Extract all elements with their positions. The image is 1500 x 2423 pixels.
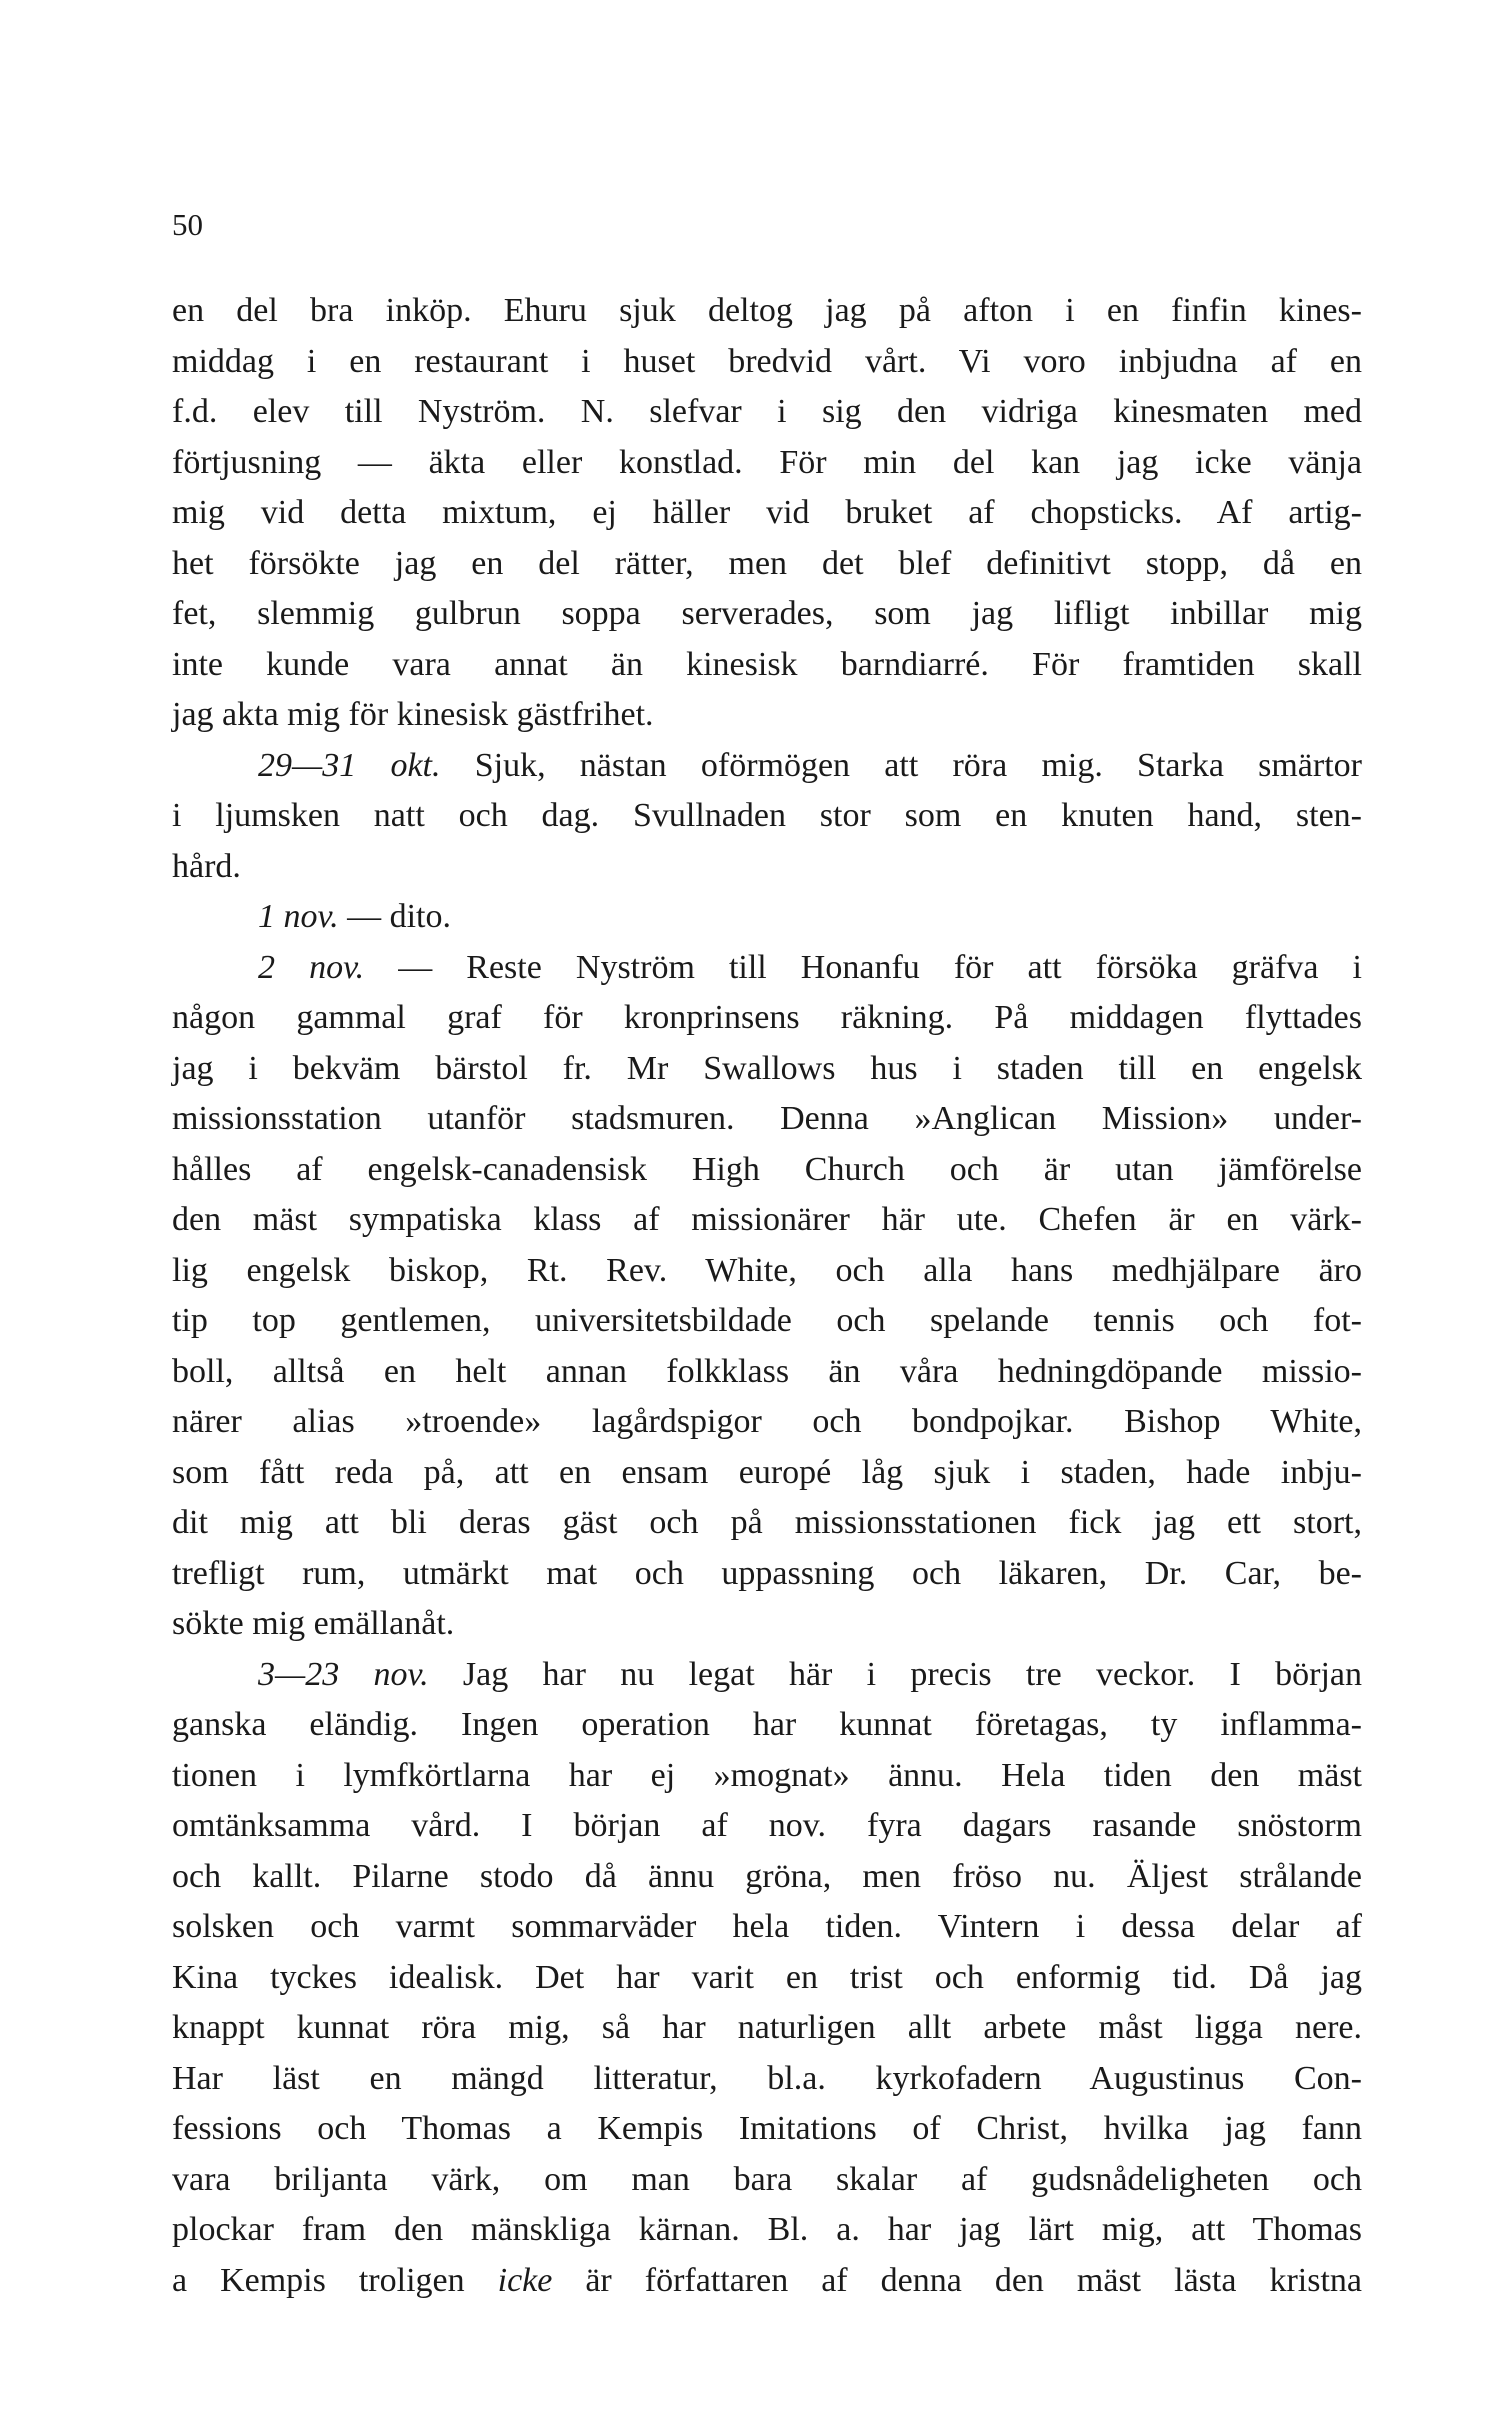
text-line: sökte mig emällanåt. bbox=[172, 1605, 455, 1642]
entry-line: 29—31 okt. Sjuk, nästan oförmögen att röra mig. Starka smärtor bbox=[258, 746, 1362, 784]
text-line: fet, slemmig gulbrun soppa serverades, som jag lifligt inbillar mig bbox=[172, 595, 1362, 632]
text-line: tip top gentlemen, universitetsbildade och spelande tennis och fot- bbox=[172, 1302, 1362, 1339]
text-line: en del bra inköp. Ehuru sjuk deltog jag på afton i en finfin kines- bbox=[172, 292, 1362, 329]
text-line: vara briljanta värk, om man bara skalar af gudsnådeligheten och bbox=[172, 2160, 1362, 2198]
body-text bbox=[172, 286, 1362, 2306]
entry-date: 29—31 okt. bbox=[258, 746, 441, 784]
text-line: missionsstation utanför stadsmuren. Denna »Anglican Mission» under- bbox=[172, 1100, 1362, 1137]
text-line: fessions och Thomas a Kempis Imitations of Christ, hvilka jag fann bbox=[172, 2110, 1362, 2147]
text-line: het försökte jag en del rätter, men det blef definitivt stopp, då en bbox=[172, 544, 1362, 582]
entry-date: 2 nov. bbox=[258, 948, 365, 986]
entry-line: 2 nov. — Reste Nyström till Honanfu för att försöka gräfva i bbox=[258, 948, 1362, 986]
entry-date: 1 nov. bbox=[258, 898, 339, 935]
text-line: solsken och varmt sommarväder hela tiden. Vintern i dessa delar af bbox=[172, 1908, 1362, 1945]
text-line: inte kunde vara annat än kinesisk barndiarré. För framtiden skall bbox=[172, 645, 1362, 683]
text-line: dit mig att bli deras gäst och på missionsstationen fick jag ett stort, bbox=[172, 1504, 1362, 1541]
text-line: middag i en restaurant i huset bredvid vårt. Vi voro inbjudna af en bbox=[172, 342, 1362, 380]
text-line: mig vid detta mixtum, ej häller vid bruket af chopsticks. Af artig- bbox=[172, 494, 1362, 531]
text-line: a Kempis troligen icke är författaren af denna den mäst lästa kristna bbox=[172, 2261, 1362, 2299]
entry-line: 1 nov. — dito. bbox=[258, 898, 451, 935]
entry-line: 3—23 nov. Jag har nu legat här i precis tre veckor. I början bbox=[258, 1655, 1362, 1693]
text-line: den mäst sympatiska klass af missionärer här ute. Chefen är en värk- bbox=[172, 1201, 1362, 1238]
text-line: och kallt. Pilarne stodo då ännu gröna, men fröso nu. Äljest strålande bbox=[172, 1857, 1362, 1895]
text-line: tionen i lymfkörtlarna har ej »mognat» ännu. Hela tiden den mäst bbox=[172, 1756, 1362, 1794]
text-line: trefligt rum, utmärkt mat och uppassning och läkaren, Dr. Car, be- bbox=[172, 1554, 1362, 1592]
text-line: Kina tyckes idealisk. Det har varit en trist och enformig tid. Då jag bbox=[172, 1958, 1362, 1996]
text-line: boll, alltså en helt annan folkklass än våra hedningdöpande missio- bbox=[172, 1352, 1362, 1390]
text-line: närer alias »troende» lagårdspigor och bondpojkar. Bishop White, bbox=[172, 1403, 1362, 1440]
text-line: jag akta mig för kinesisk gästfrihet. bbox=[172, 696, 654, 733]
text-line: hålles af engelsk-canadensisk High Church och är utan jämförelse bbox=[172, 1150, 1362, 1188]
entry-date: 3—23 nov. bbox=[258, 1655, 429, 1693]
page-number: 50 bbox=[172, 207, 203, 242]
text-line: Har läst en mängd litteratur, bl.a. kyrkofadern Augustinus Con- bbox=[172, 2059, 1362, 2097]
text-line: plockar fram den mänskliga kärnan. Bl. a. har jag lärt mig, att Thomas bbox=[172, 2211, 1362, 2248]
text-line: hård. bbox=[172, 847, 241, 885]
text-line: förtjusning — äkta eller konstlad. För min del kan jag icke vänja bbox=[172, 443, 1362, 481]
emphasis: icke bbox=[497, 2261, 553, 2299]
text-line: lig engelsk biskop, Rt. Rev. White, och alla hans medhjälpare äro bbox=[172, 1251, 1362, 1289]
text-line: knappt kunnat röra mig, så har naturligen allt arbete måst ligga nere. bbox=[172, 2009, 1362, 2046]
text-line: någon gammal graf för kronprinsens räkning. På middagen flyttades bbox=[172, 999, 1362, 1036]
text-line: jag i bekväm bärstol fr. Mr Swallows hus i staden till en engelsk bbox=[172, 1049, 1362, 1087]
text-line: i ljumsken natt och dag. Svullnaden stor som en knuten hand, sten- bbox=[172, 797, 1362, 834]
text-line: omtänksamma vård. I början af nov. fyra dagars rasande snöstorm bbox=[172, 1807, 1362, 1844]
text-line: ganska eländig. Ingen operation har kunnat företagas, ty inflamma- bbox=[172, 1706, 1362, 1743]
text-line: f.d. elev till Nyström. N. slefvar i sig den vidriga kinesmaten med bbox=[172, 393, 1362, 430]
text-line: som fått reda på, att en ensam europé låg sjuk i staden, hade inbju- bbox=[172, 1453, 1362, 1491]
